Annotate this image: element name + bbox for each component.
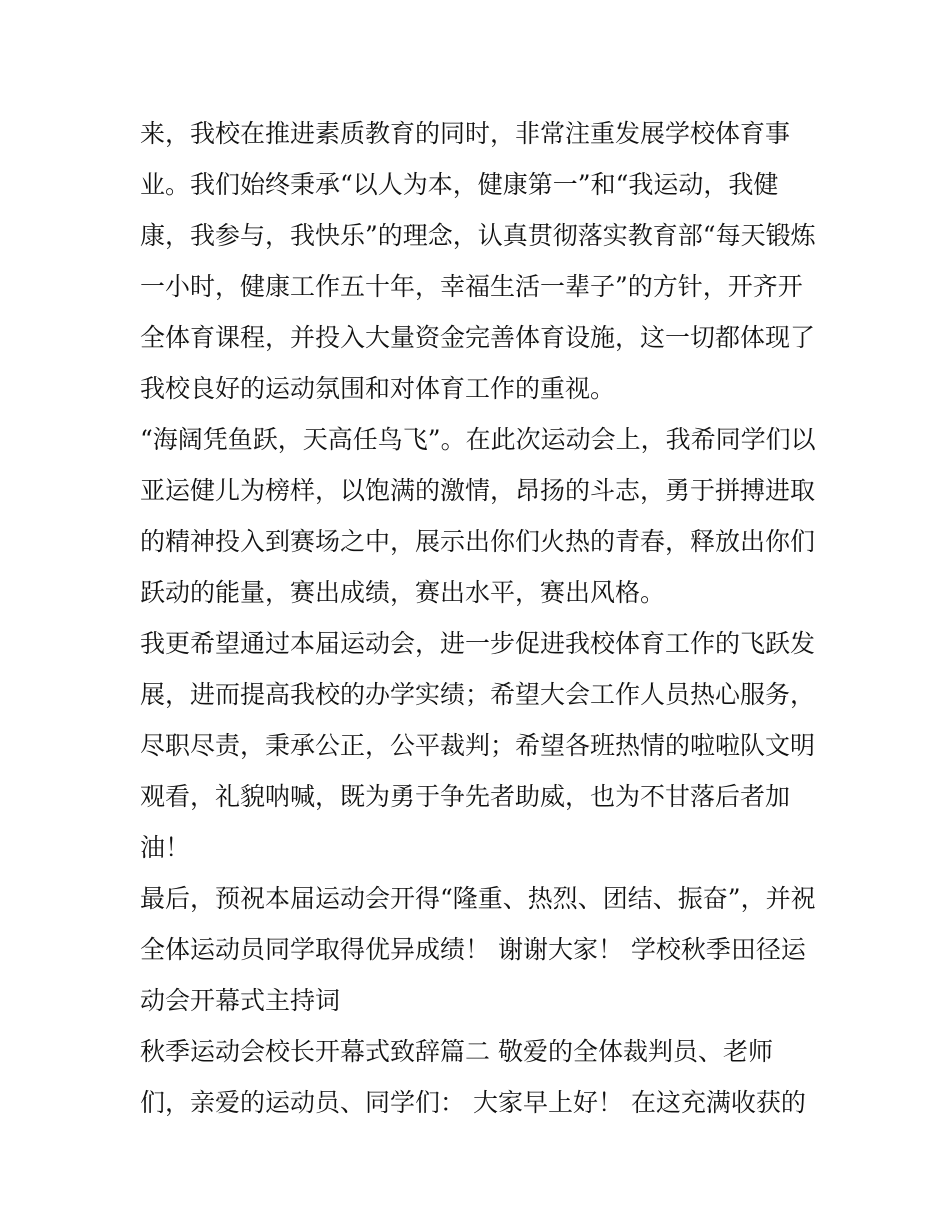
text-line: 们，亲爱的运动员、同学们： 大家早上好！ 在这充满收获的 bbox=[140, 1088, 806, 1117]
text-line: 尽职尽责，秉承公正，公平裁判；希望各班热情的啦啦队文明 bbox=[140, 731, 816, 760]
text-line: “海阔凭鱼跃，天高任鸟飞”。在此次运动会上，我希同学们以 bbox=[140, 425, 816, 454]
text-line: 亚运健儿为榜样，以饱满的激情，昂扬的斗志，勇于拼搏进取 bbox=[140, 476, 816, 505]
text-line: 我更希望通过本届运动会，进一步促进我校体育工作的飞跃发 bbox=[140, 629, 816, 658]
text-line: 一小时，健康工作五十年，幸福生活一辈子”的方针，开齐开 bbox=[140, 272, 803, 301]
text-line: 康，我参与，我快乐”的理念，认真贯彻落实教育部“每天锻炼 bbox=[140, 221, 816, 250]
text-line: 观看，礼貌呐喊，既为勇于争先者助威，也为不甘落后者加 bbox=[140, 782, 791, 811]
text-line: 业。我们始终秉承“以人为本，健康第一”和“我运动，我健 bbox=[140, 170, 779, 199]
text-line: 跃动的能量，赛出成绩，赛出水平，赛出风格。 bbox=[140, 578, 666, 607]
document-body bbox=[140, 108, 820, 1128]
text-line: 最后，预祝本届运动会开得“隆重、热烈、团结、振奋”，并祝 bbox=[140, 884, 816, 913]
text-line: 动会开幕式主持词 bbox=[140, 986, 341, 1015]
text-line: 展，进而提高我校的办学实绩；希望大会工作人员热心服务， bbox=[140, 680, 816, 709]
text-line: 全体育课程，并投入大量资金完善体育设施，这一切都体现了 bbox=[140, 323, 816, 352]
text-line: 秋季运动会校长开幕式致辞篇二 敬爱的全体裁判员、老师 bbox=[140, 1037, 773, 1066]
text-line: 全体运动员同学取得优异成绩！ 谢谢大家！ 学校秋季田径运 bbox=[140, 935, 806, 964]
text-line: 油！ bbox=[140, 833, 191, 862]
text-line: 来，我校在推进素质教育的同时，非常注重发展学校体育事 bbox=[140, 119, 791, 148]
text-line: 的精神投入到赛场之中，展示出你们火热的青春，释放出你们 bbox=[140, 527, 816, 556]
text-line: 我校良好的运动氛围和对体育工作的重视。 bbox=[140, 374, 616, 403]
